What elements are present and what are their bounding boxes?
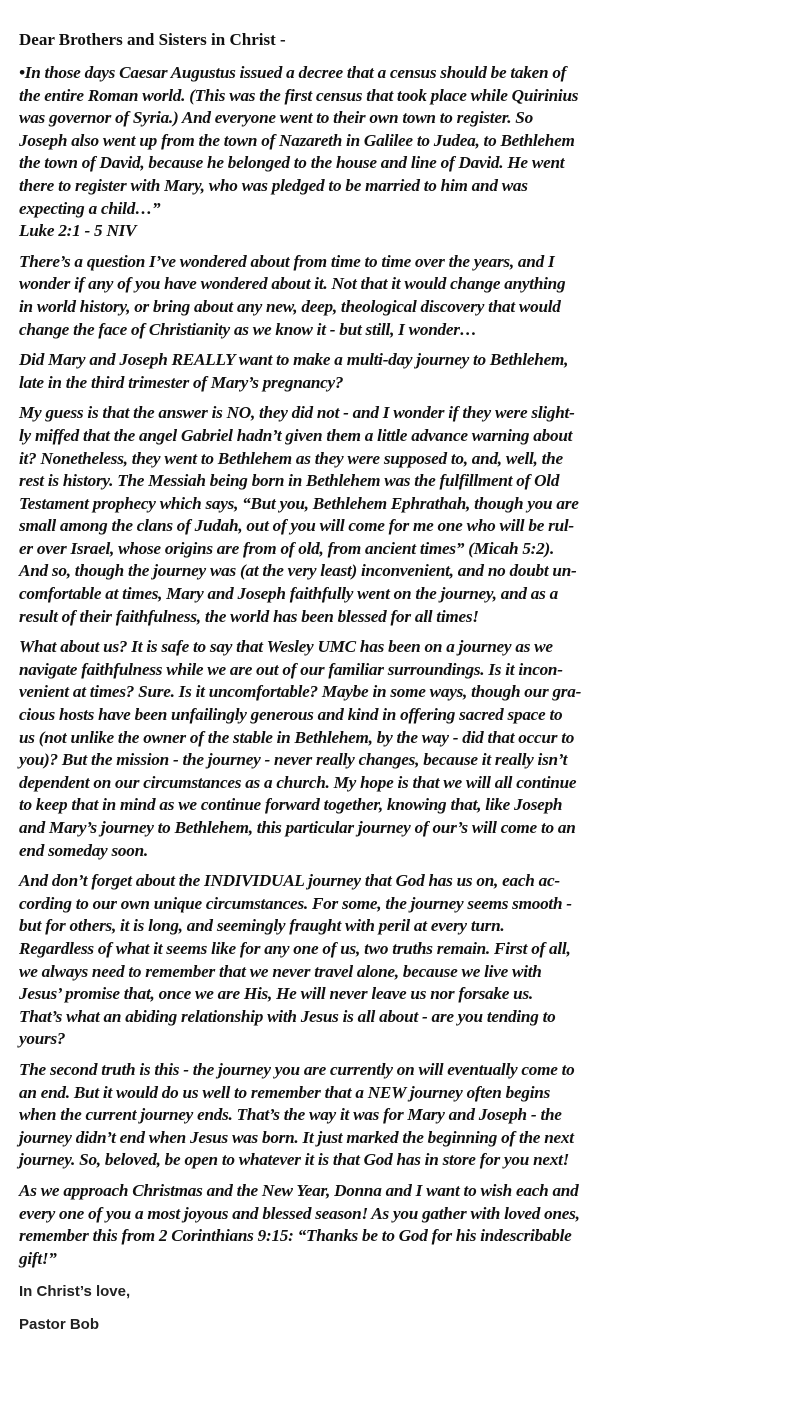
text-line: there to register with Mary, who was pledged to be married to him and was [19, 175, 528, 195]
text-line: an end. But it would do us well to remember that a NEW journey often begins [19, 1082, 551, 1102]
signature: Pastor Bob [19, 1316, 100, 1334]
text-line: There’s a question I’ve wondered about from time to time over the years, and I [19, 251, 555, 271]
text-line: Did Mary and Joseph REALLY want to make a multi-day journey to Bethlehem, [19, 350, 569, 370]
text-line: venient at times? Sure. Is it uncomfortable? Maybe in some ways, though our gra- [19, 682, 582, 702]
text-line: And so, though the journey was (at the very least) inconvenient, and no doubt un- [19, 561, 577, 581]
text-line: end someday soon. [19, 840, 148, 860]
paragraph-question [19, 251, 769, 341]
closing: In Christ’s love, [19, 1283, 131, 1301]
text-line: we always need to remember that we never travel alone, because we live with [19, 961, 542, 981]
text-line: er over Israel, whose origins are from of old, from ancient times” (Micah 5:2). [19, 538, 555, 558]
text-line: cious hosts have been unfailingly generous and kind in offering sacred space to [19, 705, 563, 725]
text-line: Testament prophecy which says, “But you, Bethlehem Ephrathah, though you are [19, 493, 579, 513]
text-line: small among the clans of Judah, out of you will come for me one who will be rul- [19, 516, 574, 536]
text-line: As we approach Christmas and the New Year, Donna and I want to wish each and [19, 1180, 579, 1200]
text-line: journey didn’t end when Jesus was born. It just marked the beginning of the next [19, 1127, 574, 1147]
text-line: was governor of Syria.) And everyone went to their own town to register. So [19, 108, 533, 128]
text-line: expecting a child…” [19, 198, 161, 218]
text-line: when the current journey ends. That’s the way it was for Mary and Joseph - the [19, 1105, 562, 1125]
paragraph-guess [19, 402, 769, 628]
text-line: And don’t forget about the INDIVIDUAL journey that God has us on, each ac- [19, 871, 560, 891]
text-line: it? Nonetheless, they went to Bethlehem as they were supposed to, and, well, the [19, 448, 563, 468]
text-line: rest is history. The Messiah being born in Bethlehem was the fulfillment of Old [19, 471, 560, 491]
text-line: to keep that in mind as we continue forward together, knowing that, like Joseph [19, 795, 563, 815]
scripture-reference: Luke 2:1 - 5 NIV [19, 221, 137, 241]
text-line: •In those days Caesar Augustus issued a decree that a census should be taken of [19, 63, 567, 82]
paragraph-second-truth [19, 1059, 769, 1172]
text-line: gift!” [19, 1248, 57, 1268]
text-line: change the face of Christianity as we know it - but still, I wonder… [19, 319, 477, 339]
text-line: wonder if any of you have wondered about it. Not that it would change anything [19, 274, 566, 294]
paragraph-what-about-us [19, 636, 769, 862]
text-line: us (not unlike the owner of the stable in Bethlehem, by the way - did that occur to [19, 727, 575, 747]
text-line: Regardless of what it seems like for any one of us, two truths remain. First of all, [19, 938, 571, 958]
text-line: That’s what an abiding relationship with Jesus is all about - are you tending to [19, 1006, 556, 1026]
text-line: My guess is that the answer is NO, they did not - and I wonder if they were slight- [19, 403, 575, 423]
text-line: comfortable at times, Mary and Joseph faithfully went on the journey, and as a [19, 584, 558, 604]
text-line: navigate faithfulness while we are out of our familiar surroundings. Is it incon- [19, 659, 563, 679]
text-line: journey. So, beloved, be open to whatever it is that God has in store for you next! [19, 1150, 570, 1170]
text-line: but for others, it is long, and seemingly fraught with peril at every turn. [19, 916, 505, 936]
text-line: and Mary’s journey to Bethlehem, this particular journey of our’s will come to an [19, 818, 576, 837]
text-line: ly miffed that the angel Gabriel hadn’t given them a little advance warning about [19, 425, 573, 445]
text-line: The second truth is this - the journey you are currently on will eventually come to [19, 1059, 575, 1079]
salutation: Dear Brothers and Sisters in Christ - [19, 30, 286, 49]
text-line: result of their faithfulness, the world has been blessed for all times! [19, 606, 479, 626]
text-line: in world history, or bring about any new, deep, theological discovery that would [19, 296, 561, 316]
text-line: Jesus’ promise that, once we are His, He will never leave us nor forsake us. [19, 984, 533, 1004]
scripture-quote [19, 62, 769, 243]
paragraph-journey-question [19, 349, 769, 394]
text-line: remember this from 2 Corinthians 9:15: “Thanks be to God for his indescribable [19, 1226, 572, 1246]
text-line: dependent on our circumstances as a church. My hope is that we will all continue [19, 772, 577, 792]
text-line: the entire Roman world. (This was the first census that took place while Quirinius [19, 85, 579, 105]
text-line: the town of David, because he belonged to the house and line of David. He went [19, 153, 565, 173]
text-line: What about us? It is safe to say that Wesley UMC has been on a journey as we [19, 637, 553, 657]
newsletter-letter [19, 30, 769, 1334]
paragraph-individual-journey [19, 870, 769, 1051]
text-line: yours? [19, 1029, 66, 1049]
paragraph-christmas-wishes [19, 1180, 769, 1270]
text-line: cording to our own unique circumstances. For some, the journey seems smooth - [19, 893, 572, 913]
text-line: late in the third trimester of Mary’s pregnancy? [19, 372, 344, 392]
text-line: every one of you a most joyous and blessed season! As you gather with loved ones, [19, 1203, 580, 1223]
text-line: Joseph also went up from the town of Nazareth in Galilee to Judea, to Bethlehem [19, 130, 575, 150]
text-line: you)? But the mission - the journey - never really changes, because it really isn’t [19, 750, 568, 770]
